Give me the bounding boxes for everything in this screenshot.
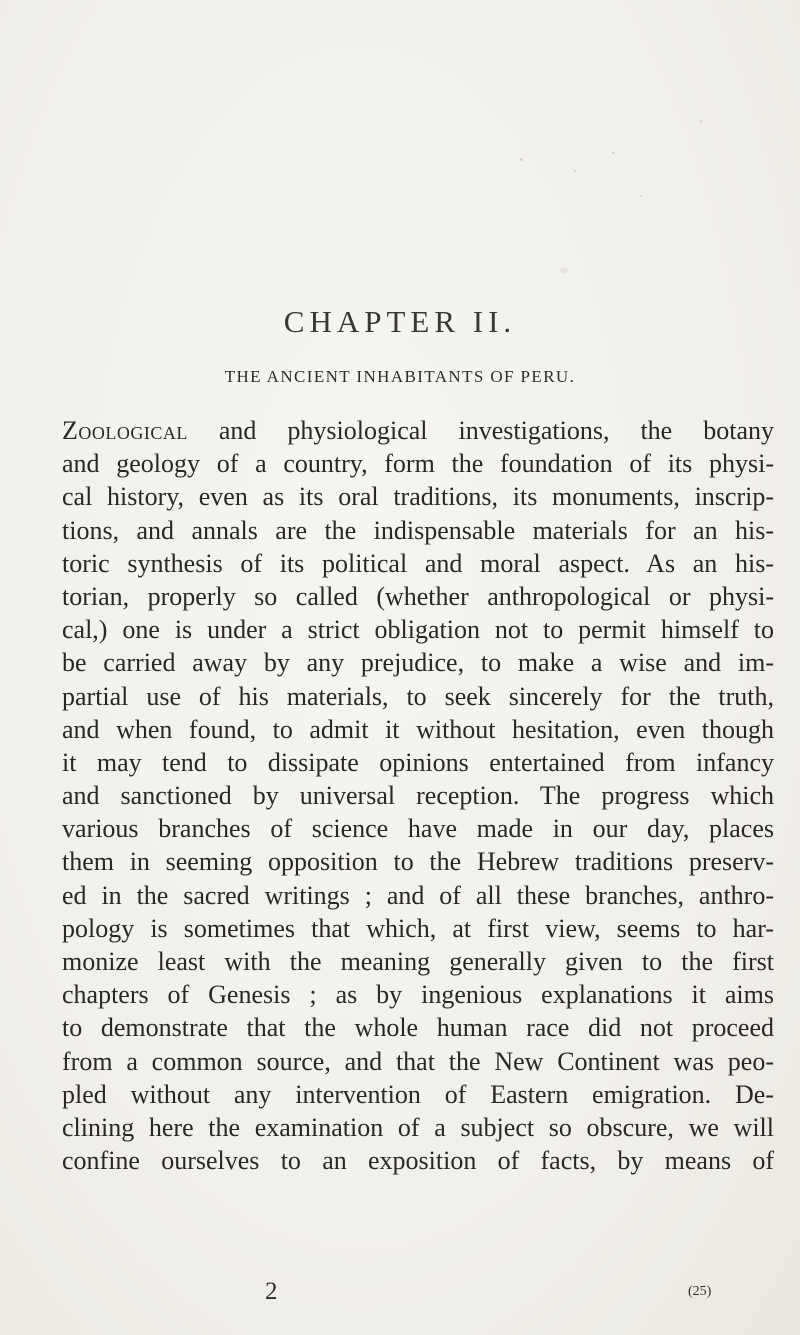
chapter-subtitle: THE ANCIENT INHABITANTS OF PERU. bbox=[224, 367, 576, 386]
text-line: confine ourselves to an exposition of facts, by means of bbox=[62, 1146, 774, 1176]
text-line: pology is sometimes that which, at first view, seems to har- bbox=[62, 913, 774, 943]
opening-word: Zoological bbox=[62, 416, 188, 445]
text-line bbox=[62, 414, 774, 447]
paper-speck bbox=[640, 195, 642, 197]
text-line: monize least with the meaning generally given to the first bbox=[62, 947, 774, 976]
paper-speck bbox=[560, 268, 568, 273]
text-line: be carried away by any prejudice, to make a wise and im- bbox=[62, 648, 774, 678]
text-line: from a common source, and that the New Continent was peo- bbox=[62, 1046, 774, 1076]
text-line: cal history, even as its oral traditions, its monuments, inscrip- bbox=[62, 482, 774, 512]
text-line: cal,) one is under a strict obligation not to permit himself to bbox=[62, 615, 774, 645]
chapter-heading: CHAPTER II. bbox=[283, 304, 517, 339]
text-line: and sanctioned by universal reception. The progress which bbox=[62, 781, 774, 811]
body-paragraph bbox=[62, 414, 774, 1177]
text-line: to demonstrate that the whole human race did not proceed bbox=[62, 1013, 774, 1043]
paper-speck bbox=[612, 152, 615, 154]
text-line: ed in the sacred writings ; and of all these branches, anthro- bbox=[62, 880, 774, 910]
paper-speck bbox=[700, 120, 702, 123]
page-number: (25) bbox=[688, 1284, 712, 1299]
text-line: it may tend to dissipate opinions entertained from infancy bbox=[62, 747, 774, 777]
text-line: and geology of a country, form the foundation of its physi- bbox=[62, 449, 774, 479]
text-line: pled without any intervention of Eastern emigration. De- bbox=[62, 1079, 774, 1109]
signature-mark: 2 bbox=[265, 1278, 278, 1305]
text-line: various branches of science have made in our day, places bbox=[62, 814, 774, 844]
text-line: and when found, to admit it without hesitation, even though bbox=[62, 714, 774, 744]
text-line: toric synthesis of its political and moral aspect. As an his- bbox=[62, 548, 774, 578]
text-line: tions, and annals are the indispensable materials for an his- bbox=[62, 515, 774, 545]
text-line: torian, properly so called (whether anthropological or physi- bbox=[62, 581, 774, 611]
text-line: clining here the examination of a subject so obscure, we will bbox=[62, 1112, 774, 1142]
text-line: them in seeming opposition to the Hebrew traditions preserv- bbox=[62, 847, 774, 877]
text-line: partial use of his materials, to seek sincerely for the truth, bbox=[62, 681, 774, 711]
text-line: chapters of Genesis ; as by ingenious explanations it aims bbox=[62, 980, 774, 1010]
paper-speck bbox=[574, 170, 576, 172]
first-line-text: and physiological investigations, the botany bbox=[187, 416, 774, 445]
paper-speck bbox=[520, 158, 523, 161]
